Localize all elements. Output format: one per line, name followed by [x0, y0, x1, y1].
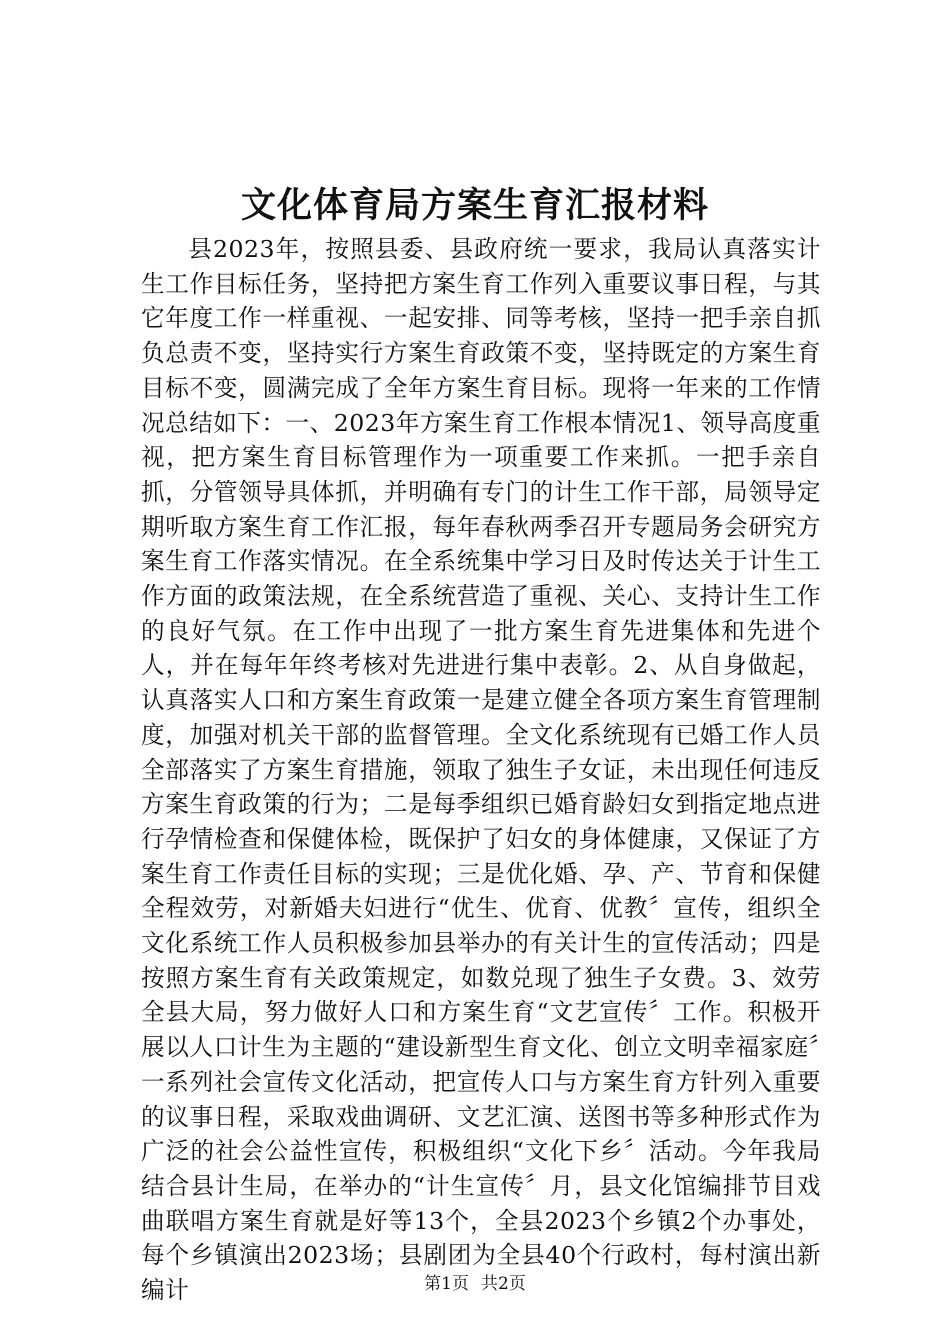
document-title: 文化体育局方案生育汇报材料	[240, 185, 709, 226]
page-number-total: 共2页	[481, 1274, 526, 1294]
page-footer	[0, 1272, 950, 1296]
document-body: 县2023年，按照县委、县政府统一要求，我局认真落实计生工作目标任务，坚持把方案生育工作列入重要议事日程，与其它年度工作一样重视、一起安排、同等考核，坚持一把手亲自抓负总责不变，坚持实行方案生育政策不变，坚持既定的方案生育目标不变，圆满完成了全年方案生育目标。现将一年来的工作情况总结如下：一、2023年方案生育工作根本情况1、领导高度重视，把方案生育目标管理作为一项重要工作来抓。一把手亲自抓，分管领导具体抓，并明确有专门的计生工作干部，局领导定期听取方案生育工作汇报，每年春秋两季召开专题局务会研究方案生育工作落实情况。在全系统集中学习日及时传达关于计生工作方面的政策法规，在全系统营造了重视、关心、支持计生工作的良好气氛。在工作中出现了一批方案生育先进集体和先进个人，并在每年年终考核对先进进行集中表彰。2、从自身做起，认真落实人口和方案生育政策一是建立健全各项方案生育管理制度，加强对机关干部的监督管理。全文化系统现有已婚工作人员全部落实了方案生育措施，领取了独生子女证，未出现任何违反方案生育政策的行为；二是每季组织已婚育龄妇女到指定地点进行孕情检查和保健体检，既保护了妇女的身体健康，又保证了方案生育工作责任目标的实现；三是优化婚、孕、产、节育和保健全程效劳，对新婚夫妇进行“优生、优育、优教〞宣传，组织全文化系统工作人员积极参加县举办的有关计生的宣传活动；四是按照方案生育有关政策规定，如数兑现了独生子女费。3、效劳全县大局，努力做好人口和方案生育“文艺宣传〞工作。积极开展以人口计生为主题的“建设新型生育文化、创立文明幸福家庭〞一系列社会宣传文化活动，把宣传人口与方案生育方针列入重要的议事日程，采取戏曲调研、文艺汇演、送图书等多种形式作为广泛的社会公益性宣传，积极组织“文化下乡〞活动。今年我局结合县计生局，在举办的“计生宣传〞月，县文化馆编排节目戏曲联唱方案生育就是好等13个，全县2023个乡镇2个办事处，每个乡镇演出2023场；县剧团为全县40个行政村，每村演出新编计	[141, 235, 821, 1305]
page-number-current: 第1页	[424, 1274, 469, 1294]
